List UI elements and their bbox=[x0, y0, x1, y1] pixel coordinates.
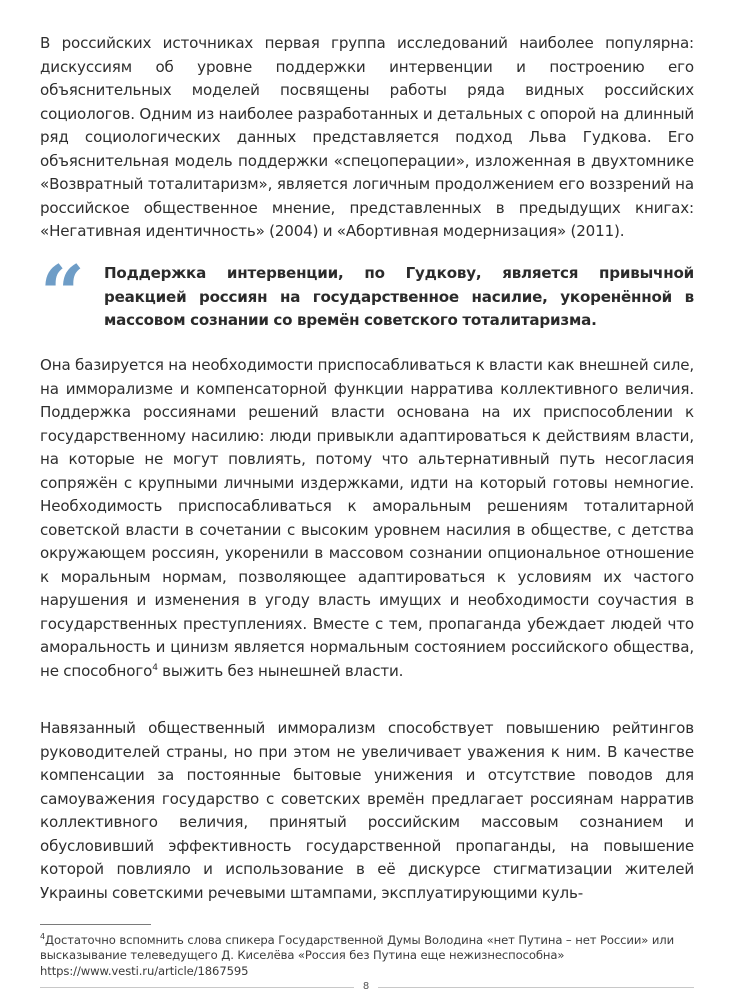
footnote-number: 4 bbox=[40, 932, 45, 941]
paragraph-2-tail: выжить без нынешней власти. bbox=[157, 661, 404, 680]
footnote-reference[interactable]: 4 bbox=[152, 662, 158, 673]
footnote-divider bbox=[40, 924, 151, 925]
footnote-text: Достаточно вспомнить слова спикера Государственной Думы Володина «нет Путина – нет России» или высказывание телеведущего Д. Киселёва «Россия без Путина еще нежизнеспособна» bbox=[40, 932, 675, 963]
footnote-link[interactable]: https://www.vesti.ru/article/1867595 bbox=[40, 963, 249, 978]
paragraph-2-text: Она базируется на необходимости приспосабливаться к власти как внешней силе, на имморализме и компенсаторной функции нарратива коллективного величия. Поддержка россиянами решений власти основана на их приспособлении к государственному насилию: люди привыкли адаптироваться к действиям власти, на которые не могут повлиять, потому что альтернативный путь несогласия сопряжён с крупными личными издержками, идти на который готовы немногие. Необходимость приспосабливаться к аморальным решениям тоталитарной советской власти в сочетании с высоким уровнем насилия в обществе, с детства окружающем россиян, укоренили в массовом сознании опциональное отношение к моральным нормам, позволяющее адаптироваться к условиям их частого нарушения и изменения в угоду власть имущих и необходимости соучастия в государственных преступлениях. Вместе с тем, пропаганда убеждает людей что аморальность и цинизм является нормальным состоянием российского общества, не способного bbox=[40, 356, 694, 680]
paragraph-2 bbox=[40, 354, 694, 683]
pullquote: Поддержка интервенции, по Гудкову, является привычной реакцией россиян на государственное насилие, укоренённой в массовом сознании со времён советского тоталитаризма. bbox=[104, 264, 694, 329]
paragraph-3: Навязанный общественный имморализм способствует повышению рейтингов руководителей страны, но при этом не увеличивает уважения к ним. В качестве компенсации за постоянные бытовые унижения и отсутствие поводов для самоуважения государство с советских времён предлагает россиянам нарратив коллективного величия, принятый российским массовым сознанием и обусловивший эффективность государственной пропаганды, на повышение которой повлияло и использование в её дискурсе стигматизации жителей Украины советскими речевыми штампами, эксплуатирующими куль- bbox=[40, 719, 694, 902]
page-number: 8 bbox=[354, 980, 378, 994]
footnote bbox=[40, 929, 700, 979]
pullquote-mark-icon: “ bbox=[40, 249, 85, 340]
paragraph-1: В российских источниках первая группа исследований наиболее популярна: дискуссиям об уровне поддержки интервенции и построению его объяснительных моделей посвящены работы ряда видных российских социологов. Одним из наиболее разработанных и детальных с опорой на длинный ряд социологических данных представляется подход Льва Гудкова. Его объяснительная модель поддержки «спецоперации», изложенная в двухтомнике «Возвратный тоталитаризм», является логичным продолжением его воззрений на российское общественное мнение, представленных в предыдущих книгах: «Негативная идентичность» (2004) и «Абортивная модернизация» (2011). bbox=[40, 34, 694, 240]
